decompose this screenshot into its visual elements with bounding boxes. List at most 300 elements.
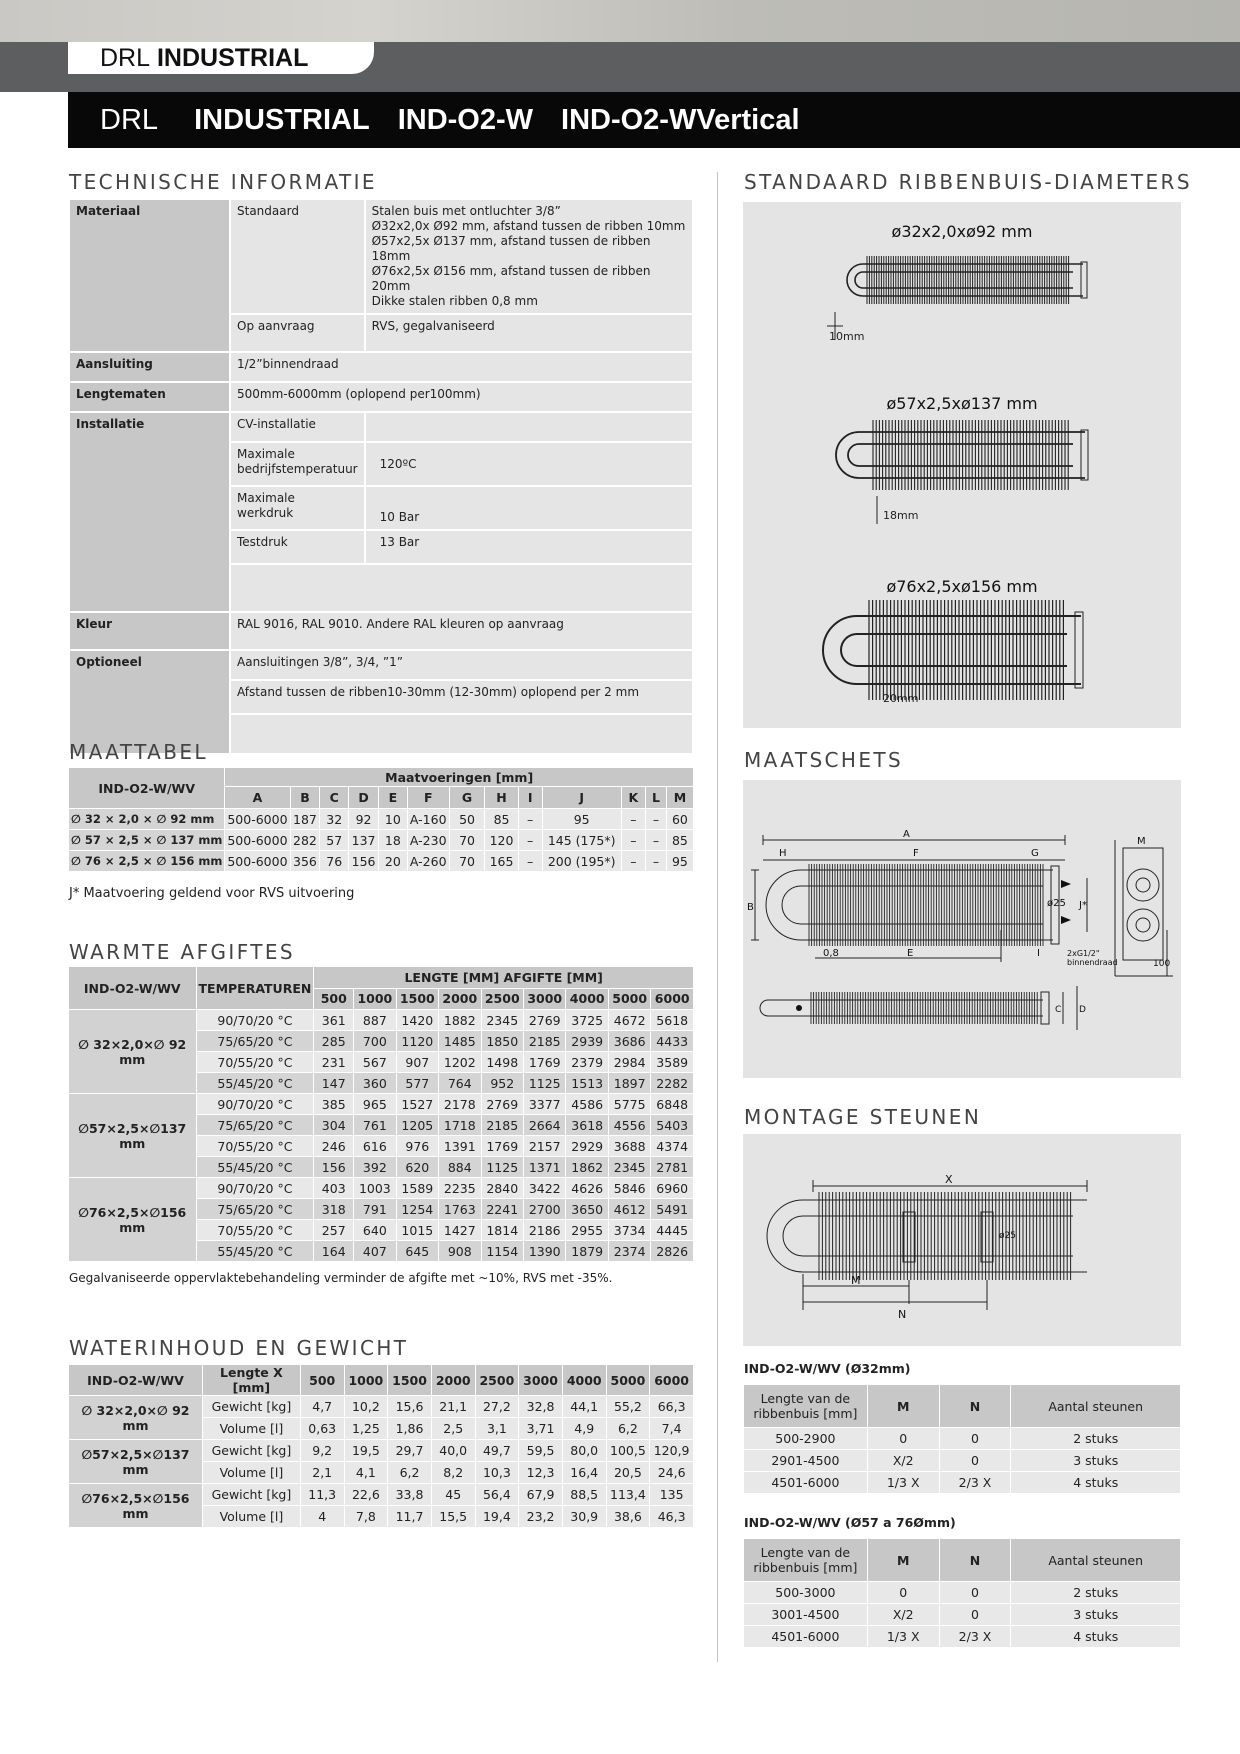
water-cell: 10,3 <box>475 1462 519 1484</box>
warmte-cell: 616 <box>354 1136 396 1157</box>
maat-cell: – <box>646 830 667 851</box>
warmte-cell: 884 <box>439 1157 481 1178</box>
water-cell: 11,3 <box>300 1484 344 1506</box>
tech-standaard-line: Stalen buis met ontluchter 3/8” <box>371 204 561 218</box>
tech-label-lengtematen: Lengtematen <box>69 382 230 412</box>
water-cell: 21,1 <box>431 1396 475 1418</box>
warmte-cell: 1125 <box>481 1157 523 1178</box>
warmte-cell: 764 <box>439 1073 481 1094</box>
warmte-cell: 1371 <box>524 1157 566 1178</box>
montage-label-m: M <box>851 1274 861 1287</box>
maat-cell: 50 <box>449 809 485 830</box>
warmte-cell: 3686 <box>608 1031 650 1052</box>
warmte-cell: 246 <box>314 1136 354 1157</box>
maat-cell: 145 (175*) <box>542 830 621 851</box>
warmte-cell: 1882 <box>439 1010 481 1031</box>
steunen-cell: 0 <box>939 1582 1011 1604</box>
warmte-length-header: 500 <box>314 988 354 1010</box>
diameter-3-spacing: 20mm <box>883 692 919 705</box>
maat-cell: 200 (195*) <box>542 851 621 872</box>
water-cell: 22,6 <box>344 1484 388 1506</box>
water-measure: Gewicht [kg] <box>202 1396 300 1418</box>
warmte-temp: 70/55/20 °C <box>196 1136 314 1157</box>
warmte-cell: 2345 <box>608 1157 650 1178</box>
maat-cell: 165 <box>485 851 518 872</box>
water-corner: IND-O2-W/WV <box>69 1365 203 1396</box>
warmte-cell: 1254 <box>396 1199 438 1220</box>
warmte-cell: 392 <box>354 1157 396 1178</box>
steunen-1-head-n: N <box>939 1385 1011 1428</box>
warmte-note: Gegalvaniseerde oppervlaktebehandeling verminder de afgifte met ~10%, RVS met -35%. <box>69 1271 613 1285</box>
tech-label-optioneel: Optioneel <box>69 650 230 754</box>
water-measure: Volume [l] <box>202 1418 300 1440</box>
steunen-head-line: ribbenbuis [mm] <box>753 1560 858 1575</box>
warmte-cell: 3688 <box>608 1136 650 1157</box>
diameter-1-spacing: 10mm <box>829 330 865 343</box>
warmte-cell: 2769 <box>481 1094 523 1115</box>
warmte-cell: 577 <box>396 1073 438 1094</box>
steunen-cell: 2/3 X <box>939 1472 1011 1494</box>
diameter-2-spacing: 18mm <box>883 509 919 522</box>
water-cell: 40,0 <box>431 1440 475 1462</box>
water-measure: Gewicht [kg] <box>202 1484 300 1506</box>
schets-label-e: E <box>907 948 914 959</box>
steunen-2-head-aantal: Aantal steunen <box>1011 1539 1181 1582</box>
water-cell: 113,4 <box>606 1484 650 1506</box>
steunen-cell: 500-3000 <box>744 1582 868 1604</box>
water-length-header: 3000 <box>519 1365 563 1396</box>
steunen-cell: 4 stuks <box>1011 1626 1181 1648</box>
warmte-length-header: 1500 <box>396 988 438 1010</box>
steunen-cell: 2/3 X <box>939 1626 1011 1648</box>
water-cell: 11,7 <box>388 1506 432 1528</box>
tech-max-druk-line: Maximale <box>237 491 295 505</box>
maat-cell: A-230 <box>407 830 449 851</box>
tech-op-aanvraag-value: RVS, gegalvaniseerd <box>365 314 693 352</box>
steunen-cell: 2 stuks <box>1011 1428 1181 1450</box>
warmte-temp: 70/55/20 °C <box>196 1220 314 1241</box>
warmte-length-header: 3000 <box>524 988 566 1010</box>
maat-cell: – <box>621 851 645 872</box>
warmte-cell: 1498 <box>481 1052 523 1073</box>
montage-label-x: X <box>945 1173 953 1186</box>
warmte-cell: 4433 <box>651 1031 694 1052</box>
water-cell: 10,2 <box>344 1396 388 1418</box>
schets-label-d: D <box>1079 1005 1086 1015</box>
maat-cell: 356 <box>290 851 320 872</box>
steunen-cell: 3001-4500 <box>744 1604 868 1626</box>
table-row <box>69 851 694 872</box>
warmte-group-label: ∅76×2,5×∅156 mm <box>69 1178 197 1262</box>
water-cell: 100,5 <box>606 1440 650 1462</box>
maat-row-label: ∅ 76 × 2,5 × ∅ 156 mm <box>69 851 225 872</box>
water-length-header: 1000 <box>344 1365 388 1396</box>
maat-cell: 76 <box>320 851 349 872</box>
water-cell: 2,1 <box>300 1462 344 1484</box>
schets-label-f: F <box>913 848 919 859</box>
warmte-cell: 2769 <box>524 1010 566 1031</box>
warmte-cell: 1589 <box>396 1178 438 1199</box>
maat-cell: 500-6000 <box>225 809 290 830</box>
water-cell: 1,86 <box>388 1418 432 1440</box>
water-cell: 38,6 <box>606 1506 650 1528</box>
maat-col-header: H <box>485 787 518 809</box>
warmte-cell: 5403 <box>651 1115 694 1136</box>
tech-optioneel-empty <box>230 714 693 754</box>
maat-col-header: G <box>449 787 485 809</box>
warmte-cell: 2929 <box>566 1136 608 1157</box>
tech-max-druk-line: werkdruk <box>237 506 294 520</box>
steunen-cell: 3 stuks <box>1011 1450 1181 1472</box>
warmte-cell: 156 <box>314 1157 354 1178</box>
warmte-cell: 257 <box>314 1220 354 1241</box>
warmte-cell: 1527 <box>396 1094 438 1115</box>
warmte-cell: 2157 <box>524 1136 566 1157</box>
section-water-title: WATERINHOUD EN GEWICHT <box>69 1336 409 1360</box>
steunen-cell: 1/3 X <box>867 1472 939 1494</box>
tech-max-temp-label <box>230 442 365 486</box>
warmte-cell: 1850 <box>481 1031 523 1052</box>
warmte-cell: 2379 <box>566 1052 608 1073</box>
table-row <box>69 1178 694 1199</box>
tech-testdruk-label: Testdruk <box>230 530 365 564</box>
water-measure: Volume [l] <box>202 1506 300 1528</box>
warmte-cell: 640 <box>354 1220 396 1241</box>
tech-label-aansluiting: Aansluiting <box>69 352 230 382</box>
water-cell: 4,1 <box>344 1462 388 1484</box>
steunen-2-head-n: N <box>939 1539 1011 1582</box>
maat-table <box>68 767 694 872</box>
section-diameters-title: STANDAARD RIBBENBUIS-DIAMETERS <box>744 170 1192 194</box>
maat-cell: A-160 <box>407 809 449 830</box>
tech-table <box>68 198 694 755</box>
tech-standaard-label: Standaard <box>230 199 365 314</box>
water-cell: 15,5 <box>431 1506 475 1528</box>
warmte-length-header: 4000 <box>566 988 608 1010</box>
table-row <box>69 1440 694 1462</box>
maat-note: J* Maatvoering geldend voor RVS uitvoering <box>69 886 355 901</box>
maat-cell: 10 <box>378 809 407 830</box>
section-warmte-title: WARMTE AFGIFTES <box>69 940 296 964</box>
water-group-label: ∅57×2,5×∅137 mm <box>69 1440 203 1484</box>
maat-cell: – <box>621 830 645 851</box>
warmte-cell: 2185 <box>524 1031 566 1052</box>
steunen-cell: 500-2900 <box>744 1428 868 1450</box>
warmte-cell: 907 <box>396 1052 438 1073</box>
table-row <box>69 1484 694 1506</box>
water-cell: 7,8 <box>344 1506 388 1528</box>
warmte-cell: 361 <box>314 1010 354 1031</box>
warmte-cell: 4612 <box>608 1199 650 1220</box>
steunen-1-head-len <box>744 1385 868 1428</box>
warmte-length-header: 5000 <box>608 988 650 1010</box>
montage-drawing <box>743 1134 1181 1346</box>
water-cell: 9,2 <box>300 1440 344 1462</box>
water-cell: 12,3 <box>519 1462 563 1484</box>
maat-cell: 187 <box>290 809 320 830</box>
maat-col-header: I <box>518 787 542 809</box>
schets-label-m: M <box>1137 836 1146 847</box>
warmte-cell: 6848 <box>651 1094 694 1115</box>
warmte-cell: 3734 <box>608 1220 650 1241</box>
tech-max-druk-label <box>230 486 365 530</box>
steunen-table-2 <box>743 1538 1181 1648</box>
maat-cell: 156 <box>349 851 379 872</box>
tech-optioneel-2: Afstand tussen de ribben10-30mm (12-30mm) oplopend per 2 mm <box>230 680 693 714</box>
section-tech-title: TECHNISCHE INFORMATIE <box>69 170 377 194</box>
water-cell: 15,6 <box>388 1396 432 1418</box>
section-schets-title: MAATSCHETS <box>744 748 904 772</box>
maat-cell: A-260 <box>407 851 449 872</box>
diameter-1-title: ø32x2,0xø92 mm <box>891 222 1033 241</box>
water-cell: 1,25 <box>344 1418 388 1440</box>
warmte-cell: 1015 <box>396 1220 438 1241</box>
warmte-length-header: 2500 <box>481 988 523 1010</box>
maat-cell: – <box>518 830 542 851</box>
maat-cell: 20 <box>378 851 407 872</box>
warmte-cell: 2235 <box>439 1178 481 1199</box>
warmte-cell: 1003 <box>354 1178 396 1199</box>
table-row <box>744 1604 1181 1626</box>
tech-standaard-line: Ø76x2,5x Ø156 mm, afstand tussen de ribben 20mm <box>371 264 651 293</box>
water-cell: 0,63 <box>300 1418 344 1440</box>
maat-cell: 57 <box>320 830 349 851</box>
warmte-cell: 318 <box>314 1199 354 1220</box>
table-row <box>69 1010 694 1031</box>
warmte-cell: 5491 <box>651 1199 694 1220</box>
warmte-cell: 761 <box>354 1115 396 1136</box>
schets-label-b: B <box>747 902 754 913</box>
warmte-cell: 4626 <box>566 1178 608 1199</box>
water-cell: 29,7 <box>388 1440 432 1462</box>
section-maat-title: MAATTABEL <box>69 740 208 764</box>
water-measure: Gewicht [kg] <box>202 1440 300 1462</box>
water-cell: 32,8 <box>519 1396 563 1418</box>
warmte-temp: 70/55/20 °C <box>196 1052 314 1073</box>
warmte-cell: 1814 <box>481 1220 523 1241</box>
water-cell: 44,1 <box>562 1396 606 1418</box>
maat-col-header: M <box>666 787 693 809</box>
warmte-cell: 4374 <box>651 1136 694 1157</box>
warmte-cell: 4586 <box>566 1094 608 1115</box>
steunen-cell: 0 <box>939 1428 1011 1450</box>
maat-cell: 95 <box>542 809 621 830</box>
maat-col-header: B <box>290 787 320 809</box>
steunen-cell: X/2 <box>867 1450 939 1472</box>
maat-cell: – <box>621 809 645 830</box>
schets-label-conn2: binnendraad <box>1067 958 1118 967</box>
table-row <box>69 1094 694 1115</box>
water-cell: 55,2 <box>606 1396 650 1418</box>
schets-panel <box>743 780 1181 1078</box>
table-row <box>744 1450 1181 1472</box>
table-row <box>744 1472 1181 1494</box>
tech-optioneel-1: Aansluitingen 3/8”, 3/4, ”1” <box>230 650 693 680</box>
tech-label-installatie: Installatie <box>69 412 230 612</box>
warmte-cell: 908 <box>439 1241 481 1262</box>
warmte-group-label: ∅57×2,5×∅137 mm <box>69 1094 197 1178</box>
tech-testdruk-value: 13 Bar <box>365 530 693 564</box>
warmte-cell: 620 <box>396 1157 438 1178</box>
steunen-2-head-m: M <box>867 1539 939 1582</box>
water-length-header: 1500 <box>388 1365 432 1396</box>
warmte-temp: 75/65/20 °C <box>196 1115 314 1136</box>
schets-label-d25: ø25 <box>1047 898 1066 909</box>
maat-row-label: ∅ 32 × 2,0 × ∅ 92 mm <box>69 809 225 830</box>
tech-max-druk-value: 10 Bar <box>365 486 693 530</box>
warmte-length-header: 6000 <box>651 988 694 1010</box>
warmte-cell: 3377 <box>524 1094 566 1115</box>
title-prefix: DRL <box>100 103 159 136</box>
tech-label-materiaal: Materiaal <box>69 199 230 352</box>
warmte-cell: 567 <box>354 1052 396 1073</box>
maat-group: Maatvoeringen [mm] <box>225 768 694 787</box>
warmte-cell: 976 <box>396 1136 438 1157</box>
warmte-cell: 1897 <box>608 1073 650 1094</box>
diameter-3-drawing <box>817 598 1107 728</box>
schets-label-100: 100 <box>1153 959 1171 969</box>
steunen-table-1 <box>743 1384 1181 1494</box>
diameter-2-title: ø57x2,5xø137 mm <box>886 394 1038 413</box>
maat-cell: 282 <box>290 830 320 851</box>
steunen-head-line: Lengte van de <box>760 1391 851 1406</box>
table-row <box>69 809 694 830</box>
steunen-cell: 4501-6000 <box>744 1626 868 1648</box>
schets-label-conn1: 2xG1/2" <box>1067 949 1100 958</box>
warmte-cell: 1718 <box>439 1115 481 1136</box>
steunen-cell: 0 <box>939 1450 1011 1472</box>
schets-label-i: I <box>1037 948 1040 959</box>
warmte-cell: 385 <box>314 1094 354 1115</box>
tech-max-temp-line: bedrijfstemperatuur <box>237 462 358 476</box>
steunen-cell: 0 <box>867 1428 939 1450</box>
table-row <box>744 1582 1181 1604</box>
warmte-cell: 304 <box>314 1115 354 1136</box>
water-cell: 80,0 <box>562 1440 606 1462</box>
tech-standaard-line: Dikke stalen ribben 0,8 mm <box>371 294 538 308</box>
warmte-cell: 1427 <box>439 1220 481 1241</box>
warmte-table <box>68 966 694 1262</box>
maat-cell: 92 <box>349 809 379 830</box>
warmte-temp: 90/70/20 °C <box>196 1178 314 1199</box>
maat-col-header: C <box>320 787 349 809</box>
maat-col-header: E <box>378 787 407 809</box>
tech-cv: CV-installatie <box>230 412 365 442</box>
tech-standaard-line: Ø32x2,0x Ø92 mm, afstand tussen de ribben 10mm <box>371 219 686 233</box>
warmte-temp: 75/65/20 °C <box>196 1031 314 1052</box>
maat-cell: 85 <box>666 830 693 851</box>
warmte-cell: 1769 <box>524 1052 566 1073</box>
warmte-cell: 3650 <box>566 1199 608 1220</box>
warmte-cell: 1120 <box>396 1031 438 1052</box>
water-cell: 8,2 <box>431 1462 475 1484</box>
warmte-cell: 1862 <box>566 1157 608 1178</box>
water-cell: 27,2 <box>475 1396 519 1418</box>
steunen-cell: X/2 <box>867 1604 939 1626</box>
water-length-header: 5000 <box>606 1365 650 1396</box>
maat-corner: IND-O2-W/WV <box>69 768 225 809</box>
warmte-cell: 164 <box>314 1241 354 1262</box>
tech-kleur-value: RAL 9016, RAL 9010. Andere RAL kleuren op aanvraag <box>230 612 693 650</box>
maat-cell: – <box>518 851 542 872</box>
tech-cv-empty <box>365 412 693 442</box>
water-cell: 49,7 <box>475 1440 519 1462</box>
warmte-cell: 147 <box>314 1073 354 1094</box>
water-cell: 2,5 <box>431 1418 475 1440</box>
warmte-cell: 2241 <box>481 1199 523 1220</box>
water-table <box>68 1364 694 1528</box>
warmte-cell: 2700 <box>524 1199 566 1220</box>
water-group-label: ∅76×2,5×∅156 mm <box>69 1484 203 1528</box>
maat-row-label: ∅ 57 × 2,5 × ∅ 137 mm <box>69 830 225 851</box>
schets-label-08: 0,8 <box>823 948 839 959</box>
steunen-head-line: ribbenbuis [mm] <box>753 1406 858 1421</box>
water-cell: 16,4 <box>562 1462 606 1484</box>
steunen-2-head-len <box>744 1539 868 1582</box>
warmte-cell: 2186 <box>524 1220 566 1241</box>
warmte-cell: 645 <box>396 1241 438 1262</box>
warmte-cell: 5618 <box>651 1010 694 1031</box>
warmte-cell: 1513 <box>566 1073 608 1094</box>
warmte-cell: 407 <box>354 1241 396 1262</box>
warmte-cell: 2781 <box>651 1157 694 1178</box>
brand-tab <box>68 42 374 74</box>
title-bold: INDUSTRIAL <box>194 103 370 136</box>
warmte-temp-head: TEMPERATUREN <box>196 967 314 1010</box>
diameter-2-drawing <box>823 416 1103 526</box>
water-cell: 6,2 <box>388 1462 432 1484</box>
warmte-group-label: ∅ 32×2,0×∅ 92 mm <box>69 1010 197 1094</box>
warmte-cell: 1154 <box>481 1241 523 1262</box>
warmte-cell: 3618 <box>566 1115 608 1136</box>
model-1: IND-O2-W <box>397 103 534 136</box>
warmte-cell: 3725 <box>566 1010 608 1031</box>
water-cell: 4,7 <box>300 1396 344 1418</box>
maat-cell: – <box>646 851 667 872</box>
schets-label-h: H <box>779 848 787 859</box>
warmte-cell: 2178 <box>439 1094 481 1115</box>
maat-cell: 60 <box>666 809 693 830</box>
warmte-cell: 1879 <box>566 1241 608 1262</box>
table-row <box>69 830 694 851</box>
water-len-head: Lengte X [mm] <box>202 1365 300 1396</box>
water-cell: 66,3 <box>650 1396 694 1418</box>
tech-standaard-line: Ø57x2,5x Ø137 mm, afstand tussen de ribben 18mm <box>371 234 651 263</box>
steunen-cell: 1/3 X <box>867 1626 939 1648</box>
warmte-length-header: 1000 <box>354 988 396 1010</box>
water-cell: 19,4 <box>475 1506 519 1528</box>
water-cell: 67,9 <box>519 1484 563 1506</box>
maat-cell: – <box>518 809 542 830</box>
table-row <box>744 1626 1181 1648</box>
maat-cell: 500-6000 <box>225 830 290 851</box>
warmte-temp: 90/70/20 °C <box>196 1094 314 1115</box>
diameter-3-title: ø76x2,5xø156 mm <box>886 577 1038 596</box>
water-cell: 45 <box>431 1484 475 1506</box>
steunen-cell: 3 stuks <box>1011 1604 1181 1626</box>
warmte-cell: 5846 <box>608 1178 650 1199</box>
warmte-cell: 4672 <box>608 1010 650 1031</box>
warmte-cell: 3422 <box>524 1178 566 1199</box>
steunen-cell: 4501-6000 <box>744 1472 868 1494</box>
water-cell: 56,4 <box>475 1484 519 1506</box>
warmte-temp: 90/70/20 °C <box>196 1010 314 1031</box>
maat-col-header: J <box>542 787 621 809</box>
maat-cell: 85 <box>485 809 518 830</box>
section-montage-title: MONTAGE STEUNEN <box>744 1105 982 1129</box>
brand-bold: INDUSTRIAL <box>156 43 309 72</box>
warmte-cell: 285 <box>314 1031 354 1052</box>
